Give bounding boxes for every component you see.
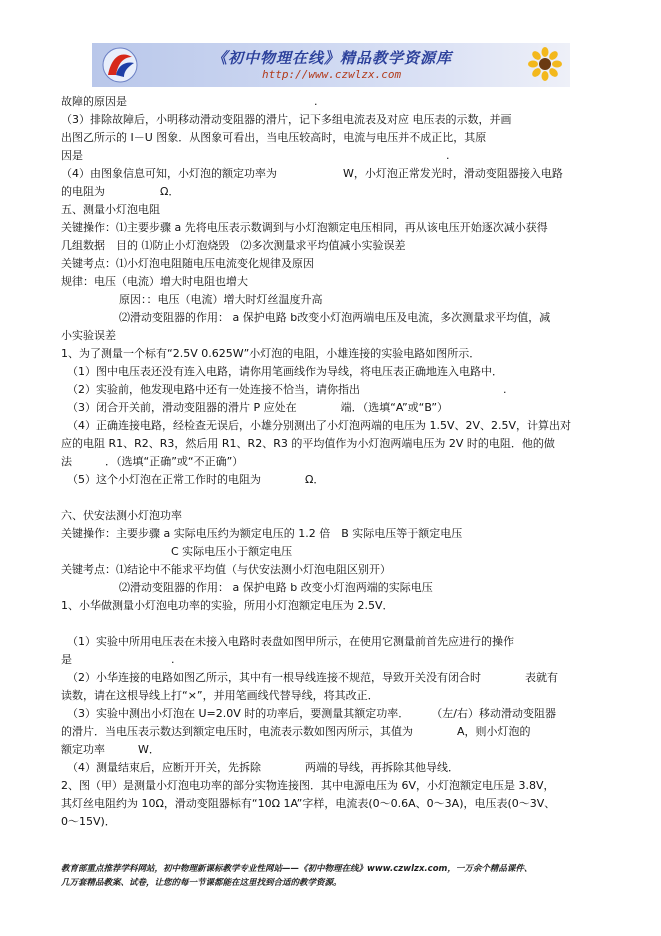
text-line: 出图乙所示的 I－U 图象．从图象可看出，当电压较高时，电流与电压并不成正比，其原 <box>61 131 487 144</box>
question-line: 1、小华做测量小灯泡电功率的实验，所用小灯泡额定电压为 2.5V． <box>61 599 394 612</box>
question-line: （3）闭合开关前，滑动变阻器的滑片 P 应处在 端．（选填“A”或“B”） <box>67 401 449 414</box>
question-line: 0～15V)． <box>61 815 116 828</box>
question-line: （2）实验前，他发现电路中还有一处连接不恰当，请你指出 . <box>67 383 507 396</box>
question-line: 的滑片．当电压表示数达到额定电压时，电流表示数如图丙所示，其值为 A，则小灯泡的 <box>61 725 531 738</box>
question-line: 额定功率 W． <box>61 743 160 756</box>
question-line: 其灯丝电阻约为 10Ω，滑动变阻器标有“10Ω 1A”字样，电流表(0～0.6A、0～3A)，电压表(0～3V、 <box>61 797 556 810</box>
text-line: 关键操作：⑴主要步骤 a 先将电压表示数调到与小灯泡额定电压相同，再从该电压开始逐次减小获得 <box>61 221 548 234</box>
section-heading: 六、伏安法测小灯泡功率 <box>61 509 182 522</box>
text-line: （4）由图象信息可知，小灯泡的额定功率为 W，小灯泡正常发光时，滑动变阻器接入电路 <box>61 167 563 180</box>
text-line: ⑵滑动变阻器的作用： a 保护电路 b 改变小灯泡两端的实际电压 <box>119 581 433 594</box>
sunflower-icon <box>528 47 562 81</box>
text-line: 的电阻为 Ω． <box>61 185 180 198</box>
question-line: （5）这个小灯泡在正常工作时的电阻为 Ω． <box>67 473 325 486</box>
question-line: （1）实验中所用电压表在未接入电路时表盘如图甲所示，在使用它测量前首先应进行的操作 <box>67 635 514 648</box>
question-line: 法 ．（选填“正确”或“不正确”） <box>61 455 244 468</box>
blank-line <box>61 615 613 633</box>
question-line: 读数，请在这根导线上打“×”，并用笔画线代替导线，将其改正． <box>61 689 379 702</box>
footer-line: 几万套精品教案、试卷，让您的每一节课都能在这里找到合适的教学资源。 <box>61 878 342 888</box>
question-line: （1）图中电压表还没有连入电路，请你用笔画线作为导线，将电压表正确地连入电路中． <box>67 365 503 378</box>
text-line: 规律：电压（电流）增大时电阻也增大 <box>61 275 248 288</box>
header-banner <box>92 43 570 87</box>
banner-title: 《初中物理在线》精品教学资源库 <box>212 49 453 67</box>
question-line: 应的电阻 R1、R2、R3，然后用 R1、R2、R3 的平均值作为小灯泡两端电压为 2V 时的电阻．他的做 <box>61 437 555 450</box>
question-line: （3）实验中测出小灯泡在 U=2.0V 时的功率后，要测量其额定功率． （左/右）移动滑动变阻器 <box>67 707 556 720</box>
question-line: （4）测量结束后，应断开开关，先拆除 两端的导线，再拆除其他导线． <box>67 761 459 774</box>
question-line: 是 . <box>61 653 175 666</box>
footer-line: 教育部重点推荐学科网站，初中物理新课标教学专业性网站——《初中物理在线》www.czwlzx.com，一万余个精品课件、 <box>61 864 533 874</box>
question-line: （4）正确连接电路，经检查无误后，小雄分别测出了小灯泡两端的电压为 1.5V、2V、2.5V，计算出对 <box>67 419 572 432</box>
text-line: 因是 . <box>61 149 450 162</box>
text-line: （3）排除故障后，小明移动滑动变阻器的滑片，记下多组电流表及对应 电压表的示数，并画 <box>61 113 512 126</box>
text-line: 原因：：电压（电流）增大时灯丝温度升高 <box>119 293 323 306</box>
question-line: 2、图（甲）是测量小灯泡电功率的部分实物连接图．其中电源电压为 6V，小灯泡额定电压是 3.8V， <box>61 779 555 792</box>
site-logo-icon <box>98 45 142 85</box>
text-line: 故障的原因是 . <box>61 95 318 108</box>
page-footer <box>61 862 621 890</box>
text-line: C 实际电压小于额定电压 <box>171 545 293 558</box>
blank-line <box>61 489 613 507</box>
text-line: 关键操作：主要步骤 a 实际电压约为额定电压的 1.2 倍 B 实际电压等于额定电压 <box>61 527 463 540</box>
text-line: 关键考点：⑴结论中不能求平均值（与伏安法测小灯泡电阻区别开） <box>61 563 391 576</box>
banner-url: http://www.czwlzx.com <box>262 68 402 81</box>
question-line: 1、为了测量一个标有“2.5V 0.625W”小灯泡的电阻，小雄连接的实验电路如图所示． <box>61 347 481 360</box>
question-line: （2）小华连接的电路如图乙所示，其中有一根导线连接不规范，导致开关没有闭合时 表就有 <box>67 671 558 684</box>
text-line: 几组数据 目的 ⑴防止小灯泡烧毁 ⑵多次测量求平均值减小实验误差 <box>61 239 406 252</box>
text-line: 小实验误差 <box>61 329 116 342</box>
text-line: 关键考点：⑴小灯泡电阻随电压电流变化规律及原因 <box>61 257 314 270</box>
document-body <box>61 93 613 831</box>
text-line: ⑵滑动变阻器的作用： a 保护电路 b改变小灯泡两端电压及电流，多次测量求平均值，减 <box>119 311 551 324</box>
section-heading: 五、测量小灯泡电阻 <box>61 203 160 216</box>
